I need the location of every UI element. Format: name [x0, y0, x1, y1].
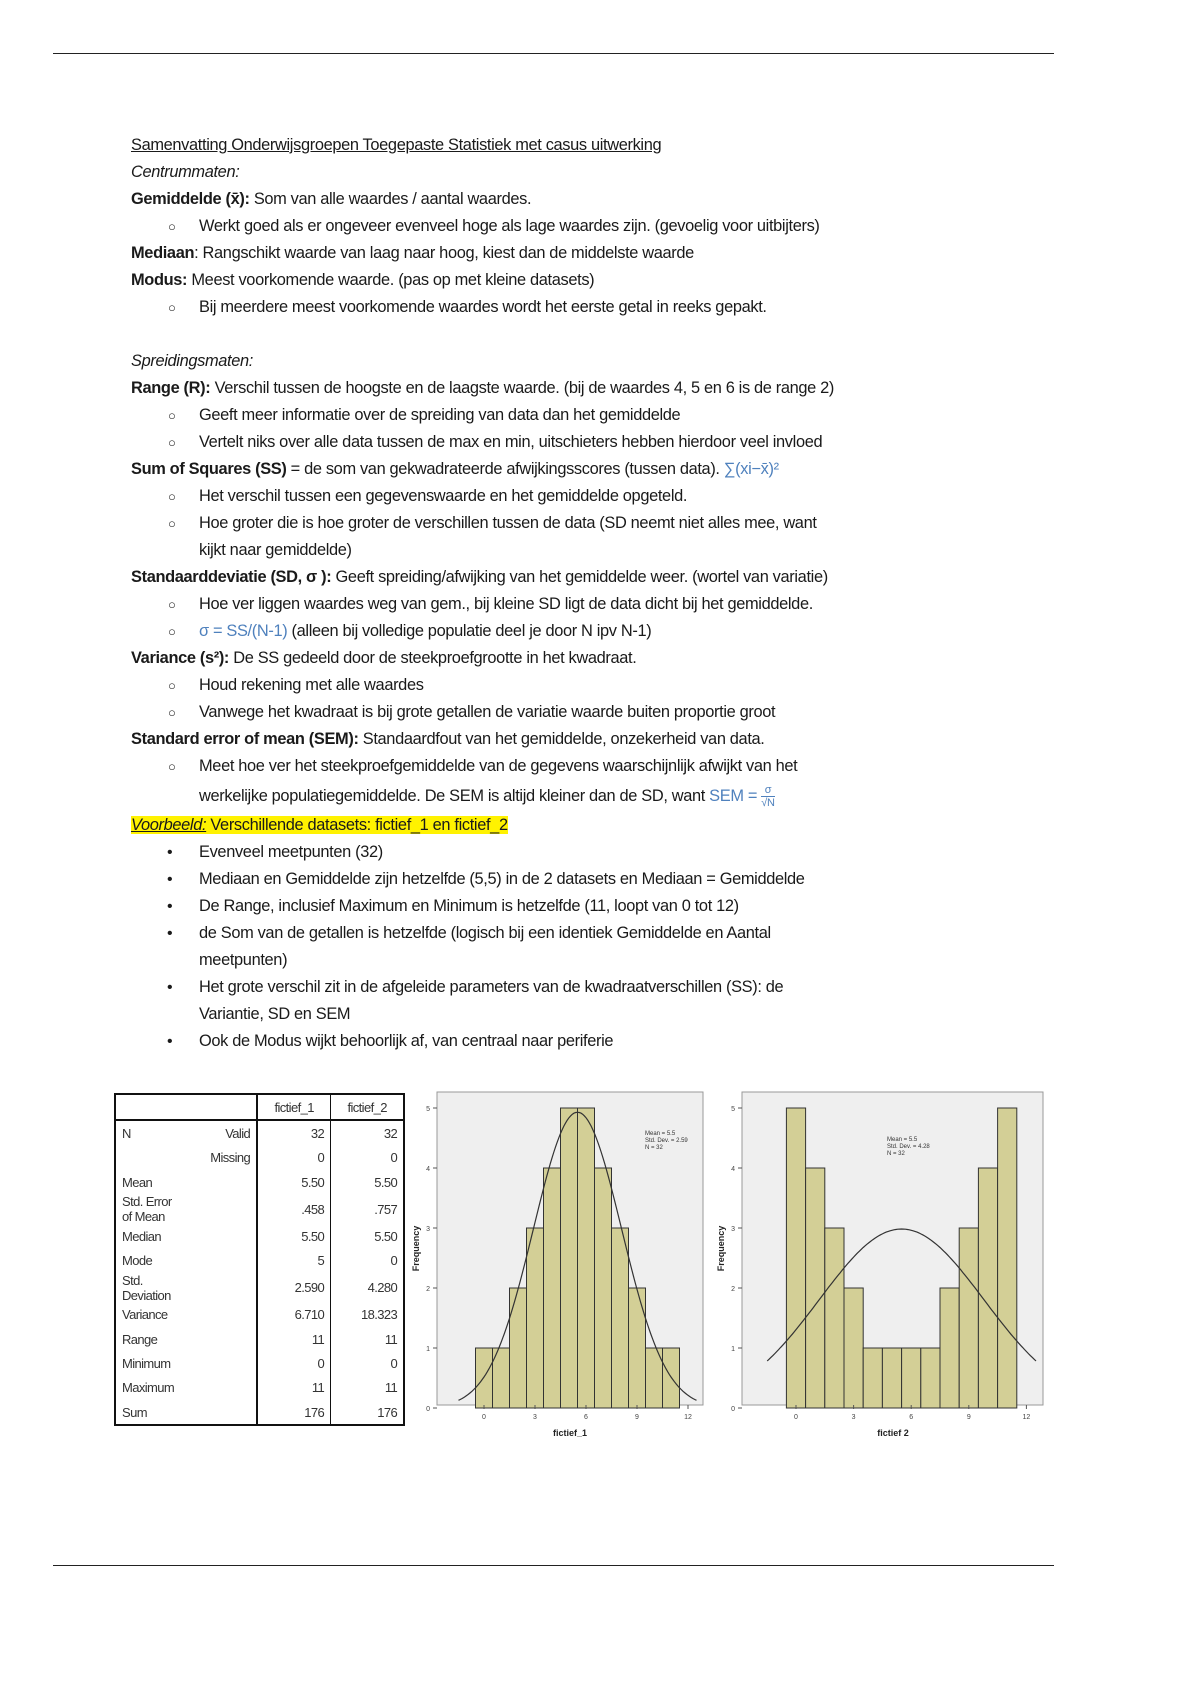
cell-fictief-2: 5.50: [331, 1224, 405, 1248]
x-tick-label: 12: [684, 1414, 692, 1421]
definition-text: Geeft spreiding/afwijking van het gemiddelde weer. (wortel van variatie): [331, 568, 828, 586]
term: Modus:: [131, 271, 188, 289]
formula: σ = SS/(N-1): [199, 622, 288, 640]
bullet-icon: •: [167, 871, 173, 888]
row-label: Median: [122, 1228, 162, 1244]
footer-rule: [53, 1565, 1054, 1566]
list-item: [131, 866, 1051, 893]
list-item-text: Vanwege het kwadraat is bij grote getallen de variatie waarde buiten proportie groot: [199, 703, 776, 721]
cell-fictief-1: 5.50: [257, 1170, 331, 1194]
row-label: Variance: [122, 1307, 168, 1323]
y-axis-label: Frequency: [716, 1225, 726, 1272]
row-sublabel: [180, 1194, 257, 1224]
y-tick-label: 5: [426, 1106, 430, 1113]
cell-fictief-1: 5: [257, 1248, 331, 1272]
list-item: [131, 839, 1051, 866]
row-sublabel: [180, 1376, 257, 1400]
document-body: [131, 132, 1051, 1055]
chart-stats-text: Mean = 5.5: [887, 1137, 918, 1143]
definition-variance: [131, 645, 1051, 672]
row-label: Minimum: [122, 1356, 171, 1372]
table-row: [115, 1327, 404, 1351]
cell-fictief-1: 32: [257, 1120, 331, 1145]
definition-text: = de som van gekwadrateerde afwijkingsscores (tussen data).: [286, 460, 724, 478]
circle-bullet-icon: ○: [168, 300, 176, 315]
fraction-denominator: √N: [761, 797, 775, 810]
term: Sum of Squares (SS): [131, 460, 287, 478]
x-tick-label: 3: [533, 1414, 537, 1421]
cell-fictief-2: 0: [331, 1248, 405, 1272]
bullet-icon: •: [167, 898, 173, 915]
chart-stats-text: N = 32: [887, 1151, 905, 1157]
y-tick-label: 4: [731, 1166, 735, 1173]
row-sublabel: Missing: [210, 1150, 251, 1166]
list-item-text: Mediaan en Gemiddelde zijn hetzelfde (5,5) in de 2 datasets en Mediaan = Gemiddelde: [199, 870, 805, 888]
row-sublabel: [180, 1248, 257, 1272]
list-item-text: Het verschil tussen een gegevenswaarde en het gemiddelde opgeteld.: [199, 487, 688, 505]
table-row: [115, 1120, 404, 1145]
cell-fictief-2: 4.280: [331, 1273, 405, 1303]
histogram-bar: [978, 1168, 997, 1408]
circle-bullet-icon: ○: [168, 759, 176, 774]
list-item: [131, 893, 1051, 920]
blank-line: [131, 321, 1051, 348]
row-label: Mode: [122, 1253, 153, 1269]
list-item: [131, 294, 1051, 321]
cell-fictief-1: 6.710: [257, 1303, 331, 1327]
circle-bullet-icon: ○: [168, 678, 176, 693]
histogram-bar: [882, 1348, 901, 1408]
cell-fictief-2: .757: [331, 1194, 405, 1224]
histogram-bar: [940, 1288, 959, 1408]
cell-fictief-1: 2.590: [257, 1273, 331, 1303]
list-item: [131, 1028, 1051, 1055]
list-item: [131, 974, 1051, 1001]
definition-mediaan: [131, 240, 1051, 267]
cell-fictief-1: 176: [257, 1400, 331, 1425]
definition-sem: [131, 726, 1051, 753]
histogram-bar: [844, 1288, 863, 1408]
cell-fictief-1: .458: [257, 1194, 331, 1224]
histogram-bar: [612, 1228, 629, 1408]
cell-fictief-2: 18.323: [331, 1303, 405, 1327]
bullet-icon: •: [167, 1033, 173, 1050]
statistics-table: [114, 1093, 405, 1426]
row-sublabel: [180, 1224, 257, 1248]
table-row: [115, 1248, 404, 1272]
list-item: [131, 483, 1051, 510]
list-item-text: Hoe ver liggen waardes weg van gem., bij kleine SD ligt de data dicht bij het gemiddelde.: [199, 595, 813, 613]
cell-fictief-1: 11: [257, 1376, 331, 1400]
histogram-bar: [998, 1108, 1017, 1408]
circle-bullet-icon: ○: [168, 705, 176, 720]
cell-fictief-2: 176: [331, 1400, 405, 1425]
term: Standard error of mean (SEM):: [131, 730, 359, 748]
table-row: [115, 1351, 404, 1375]
cell-fictief-2: 32: [331, 1120, 405, 1145]
histogram-bar: [578, 1108, 595, 1408]
y-tick-label: 0: [426, 1406, 430, 1413]
section-heading-spreidingsmaten: Spreidingsmaten:: [131, 352, 253, 370]
definition-text: Som van alle waardes / aantal waardes.: [249, 190, 532, 208]
list-item: [131, 429, 1051, 456]
table-row: [115, 1303, 404, 1327]
term: Mediaan: [131, 244, 195, 262]
term: Range (R):: [131, 379, 211, 397]
circle-bullet-icon: ○: [168, 516, 176, 531]
list-item: [131, 672, 1051, 699]
y-tick-label: 4: [426, 1166, 430, 1173]
list-item-continuation: Variantie, SD en SEM: [199, 1005, 351, 1023]
histogram-bar: [825, 1228, 844, 1408]
definition-text: Meest voorkomende waarde. (pas op met kleine datasets): [187, 271, 595, 289]
histogram-bar: [527, 1228, 544, 1408]
row-label: Std. Error of Mean: [122, 1194, 172, 1225]
row-sublabel: [180, 1351, 257, 1375]
histogram-bar: [561, 1108, 578, 1408]
x-axis-label: fictief 2: [877, 1428, 909, 1438]
list-item-text: Evenveel meetpunten (32): [199, 843, 383, 861]
circle-bullet-icon: ○: [168, 489, 176, 504]
list-item: [131, 920, 1051, 947]
row-sublabel: Valid: [225, 1125, 251, 1141]
y-axis-label: Frequency: [411, 1225, 421, 1272]
row-label: Range: [122, 1331, 158, 1347]
list-item: [131, 402, 1051, 429]
chart-stats-text: Std. Dev. = 2.59: [645, 1138, 688, 1144]
definition-modus: [131, 267, 1051, 294]
row-sublabel: [180, 1400, 257, 1425]
list-item: [131, 591, 1051, 618]
term: Gemiddelde (x̄):: [131, 190, 250, 208]
x-tick-label: 12: [1022, 1414, 1031, 1421]
row-label: [115, 1146, 180, 1170]
term: Variance (s²):: [131, 649, 230, 667]
cell-fictief-1: 11: [257, 1327, 331, 1351]
y-tick-label: 2: [731, 1286, 735, 1293]
histogram-bar: [786, 1108, 805, 1408]
list-item-text: (alleen bij volledige populatie deel je door N ipv N-1): [287, 622, 652, 640]
y-tick-label: 1: [731, 1346, 735, 1353]
circle-bullet-icon: ○: [168, 219, 176, 234]
list-item-continuation: kijkt naar gemiddelde): [199, 541, 352, 559]
list-item: [131, 510, 1051, 537]
chart-stats-text: Mean = 5.5: [645, 1131, 676, 1137]
x-tick-label: 9: [635, 1414, 639, 1421]
cell-fictief-1: 5.50: [257, 1224, 331, 1248]
definition-range: [131, 375, 1051, 402]
circle-bullet-icon: ○: [168, 597, 176, 612]
x-tick-label: 3: [851, 1414, 856, 1421]
cell-fictief-2: 0: [331, 1146, 405, 1170]
row-label: Mean: [122, 1174, 153, 1190]
list-item: [131, 699, 1051, 726]
y-tick-label: 3: [731, 1226, 735, 1233]
table-corner: [115, 1094, 257, 1120]
histogram-bar: [921, 1348, 940, 1408]
list-item-continuation: meetpunten): [199, 951, 288, 969]
definition-sum-of-squares: [131, 456, 1051, 483]
cell-fictief-2: 11: [331, 1376, 405, 1400]
cell-fictief-2: 5.50: [331, 1170, 405, 1194]
y-tick-label: 3: [426, 1226, 430, 1233]
x-tick-label: 0: [482, 1414, 486, 1421]
row-sublabel: [180, 1303, 257, 1327]
definition-text: : Rangschikt waarde van laag naar hoog, kiest dan de middelste waarde: [194, 244, 694, 262]
row-sublabel: [180, 1327, 257, 1351]
row-sublabel: [180, 1170, 257, 1194]
histogram-bar: [806, 1168, 825, 1408]
chart-stats-text: N = 32: [645, 1145, 663, 1151]
term: Standaarddeviatie (SD, σ ):: [131, 568, 332, 586]
x-tick-label: 9: [966, 1414, 971, 1421]
y-tick-label: 1: [426, 1346, 430, 1353]
list-item-text: werkelijke populatiegemiddelde. De SEM is altijd kleiner dan de SD, want: [199, 787, 710, 805]
histogram-bar: [902, 1348, 921, 1408]
histogram-bar: [595, 1168, 612, 1408]
histogram-bar: [629, 1288, 646, 1408]
definition-text: De SS gedeeld door de steekproefgrootte in het kwadraat.: [229, 649, 637, 667]
definition-text: Verschil tussen de hoogste en de laagste waarde. (bij de waardes 4, 5 en 6 is de range 2): [210, 379, 834, 397]
example-label: Voorbeeld:: [131, 816, 207, 834]
histogram-bar: [863, 1348, 882, 1408]
list-item-text: Meet hoe ver het steekproefgemiddelde van de gegevens waarschijnlijk afwijkt van het: [199, 757, 798, 775]
list-item-continuation: [131, 780, 1051, 812]
histogram-bar: [959, 1228, 978, 1408]
cell-fictief-2: 11: [331, 1327, 405, 1351]
formula: SEM =: [709, 787, 758, 805]
list-item-text: Werkt goed als er ongeveer evenveel hoge als lage waardes zijn. (gevoelig voor uitbijters): [199, 217, 820, 235]
list-item-text: Hoe groter die is hoe groter de verschillen tussen de data (SD neemt niet alles mee, want: [199, 514, 817, 532]
row-label: Maximum: [122, 1380, 175, 1396]
formula: ∑(xi−x̄)²: [723, 460, 779, 478]
y-tick-label: 0: [731, 1406, 735, 1413]
y-tick-label: 2: [426, 1286, 430, 1293]
row-label: Std. Deviation: [122, 1272, 171, 1303]
table-row: [115, 1224, 404, 1248]
table-row: [115, 1400, 404, 1425]
definition-text: Standaardfout van het gemiddelde, onzekerheid van data.: [358, 730, 765, 748]
list-item: [131, 753, 1051, 780]
section-heading-centrummaten: Centrummaten:: [131, 163, 240, 181]
table-row: [115, 1146, 404, 1170]
histogram-bar: [510, 1288, 527, 1408]
list-item-text: Vertelt niks over alle data tussen de max en min, uitschieters hebben hierdoor veel invloed: [199, 433, 823, 451]
histogram-bar: [544, 1168, 561, 1408]
list-item: [131, 618, 1051, 645]
table-row: [115, 1194, 404, 1224]
x-tick-label: 6: [909, 1414, 914, 1421]
column-header: fictief_1: [257, 1094, 331, 1120]
fraction-numerator: σ: [761, 784, 774, 797]
row-label: Sum: [122, 1404, 147, 1420]
table-row: [115, 1170, 404, 1194]
example-title: Verschillende datasets: fictief_1 en fictief_2: [206, 816, 508, 834]
histogram-fictief-1: [405, 1085, 710, 1445]
list-item-text: De Range, inclusief Maximum en Minimum is hetzelfde (11, loopt van 0 tot 12): [199, 897, 739, 915]
definition-standaarddeviatie: [131, 564, 1051, 591]
header-rule: [53, 53, 1054, 54]
x-tick-label: 6: [584, 1414, 588, 1421]
list-item-text: Houd rekening met alle waardes: [199, 676, 424, 694]
list-item: [131, 213, 1051, 240]
row-sublabel: [180, 1273, 257, 1303]
chart-stats-text: Std. Dev. = 4.28: [887, 1144, 930, 1150]
table-row: [115, 1273, 404, 1303]
histogram-fictief-2: [710, 1085, 1050, 1445]
circle-bullet-icon: ○: [168, 435, 176, 450]
cell-fictief-2: 0: [331, 1351, 405, 1375]
circle-bullet-icon: ○: [168, 624, 176, 639]
column-header: fictief_2: [331, 1094, 405, 1120]
cell-fictief-1: 0: [257, 1351, 331, 1375]
list-item-text: Het grote verschil zit in de afgeleide parameters van de kwadraatverschillen (SS): de: [199, 978, 784, 996]
x-tick-label: 0: [794, 1414, 798, 1421]
list-item-text: Bij meerdere meest voorkomende waardes wordt het eerste getal in reeks gepakt.: [199, 298, 767, 316]
list-item-text: de Som van de getallen is hetzelfde (logisch bij een identiek Gemiddelde en Aantal: [199, 924, 771, 942]
cell-fictief-1: 0: [257, 1146, 331, 1170]
list-item-text: Geeft meer informatie over de spreiding van data dan het gemiddelde: [199, 406, 681, 424]
document-title: Samenvatting Onderwijsgroepen Toegepaste Statistiek met casus uitwerking: [131, 136, 662, 154]
definition-gemiddelde: [131, 186, 1051, 213]
bullet-icon: •: [167, 844, 173, 861]
bullet-icon: •: [167, 925, 173, 942]
row-label: N: [122, 1125, 131, 1141]
x-axis-label: fictief_1: [552, 1428, 588, 1438]
y-tick-label: 5: [731, 1106, 735, 1113]
sem-fraction: [761, 784, 774, 809]
bullet-icon: •: [167, 979, 173, 996]
list-item-text: Ook de Modus wijkt behoorlijk af, van centraal naar periferie: [199, 1032, 614, 1050]
circle-bullet-icon: ○: [168, 408, 176, 423]
example-heading: [131, 812, 1051, 839]
table-row: [115, 1376, 404, 1400]
